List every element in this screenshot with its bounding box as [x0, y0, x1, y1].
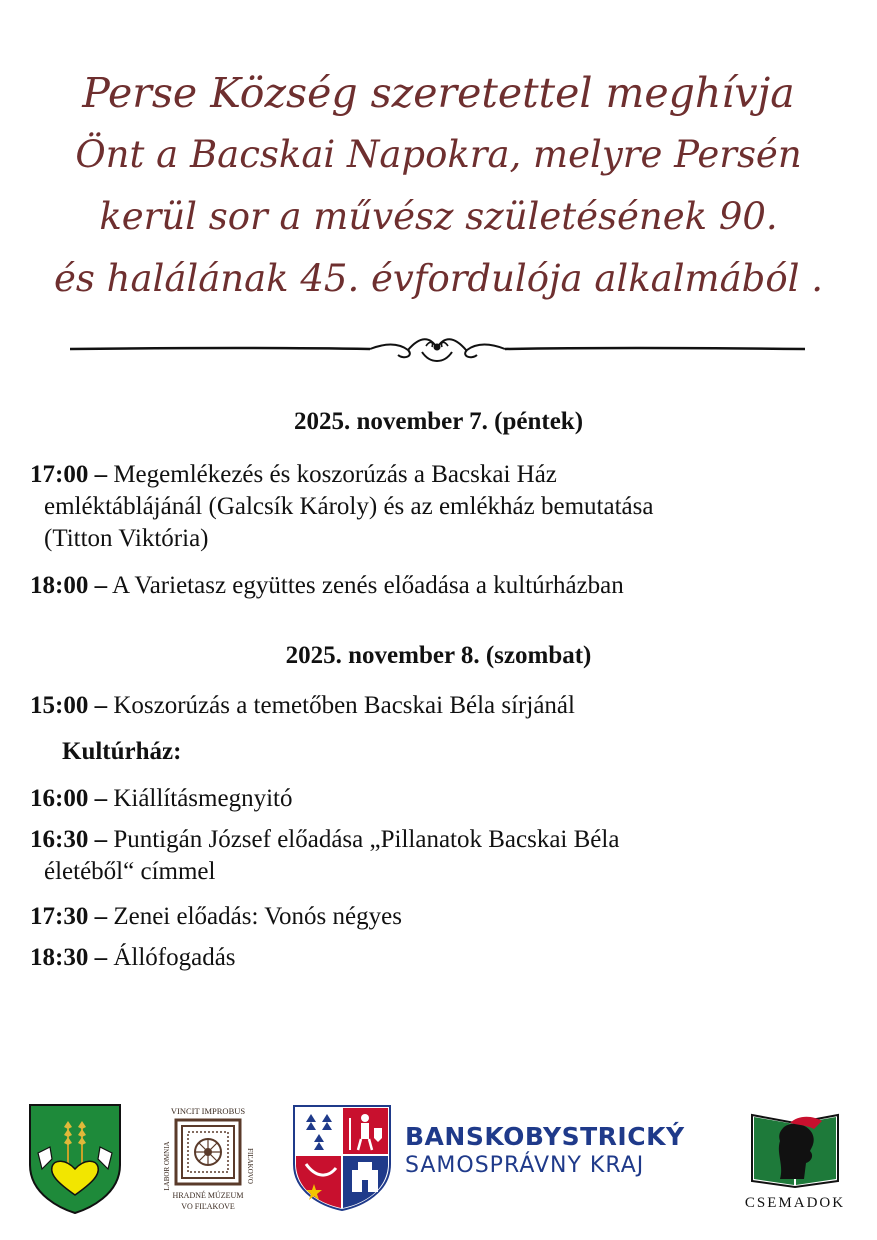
museum-motto-left: LABOR OMNIA	[163, 1141, 171, 1191]
event-text: (Titton Viktória)	[44, 525, 209, 552]
headline-line: kerül sor a művész születésének 90.	[99, 195, 778, 238]
bbsk-wordmark	[405, 1122, 685, 1178]
museum-name-line2: VO FIĽAKOVE	[181, 1202, 235, 1211]
event-text: Puntigán József előadása „Pillanatok Bacskai Béla	[113, 826, 620, 853]
program-item	[30, 459, 860, 555]
event-time: 17:30 –	[30, 903, 108, 930]
museum-motto-top: VINCIT IMPROBUS	[170, 1106, 246, 1116]
program-item	[30, 783, 860, 815]
csemadok-logo	[740, 1103, 850, 1215]
bbsk-coat-of-arms-logo	[292, 1104, 392, 1212]
event-time: 18:00 –	[30, 572, 108, 599]
bbsk-name-line2: SAMOSPRÁVNY KRAJ	[405, 1153, 645, 1178]
program-item	[30, 942, 860, 974]
program-item	[30, 570, 860, 602]
event-time: 16:00 –	[30, 785, 108, 812]
museum-motto-right: FIĽAKOVO	[246, 1148, 254, 1184]
day-title: 2025. november 8. (szombat)	[285, 642, 592, 669]
event-text: A Varietasz együttes zenés előadása a kultúrházban	[111, 572, 624, 599]
day-title: 2025. november 7. (péntek)	[293, 408, 584, 435]
program-item	[30, 824, 860, 888]
event-time: 15:00 –	[30, 692, 108, 719]
event-text: Megemlékezés és koszorúzás a Bacskai Ház	[113, 461, 557, 488]
event-text: Állófogadás	[113, 944, 236, 971]
invitation-headline	[0, 62, 877, 310]
ornament-divider	[70, 330, 805, 370]
venue-heading: Kultúrház:	[62, 738, 182, 765]
program-item	[30, 690, 860, 722]
event-time: 18:30 –	[30, 944, 108, 971]
event-time: 17:00 –	[30, 461, 108, 488]
bbsk-name-line1: BANSKOBYSTRICKÝ	[405, 1122, 685, 1151]
event-text: emléktáblájánál (Galcsík Károly) és az emlékház bemutatása	[44, 493, 654, 520]
csemadok-name: CSEMADOK	[744, 1195, 846, 1211]
event-text: Zenei előadás: Vonós négyes	[113, 903, 402, 930]
event-text: Kiállításmegnyitó	[113, 785, 293, 812]
event-time: 16:30 –	[30, 826, 108, 853]
program-item	[30, 901, 860, 933]
headline-line: és halálának 45. évfordulója alkalmából .	[53, 257, 824, 300]
perse-coat-of-arms-logo	[28, 1103, 122, 1215]
headline-line: Önt a Bacskai Napokra, melyre Persén	[75, 133, 802, 176]
event-text: Koszorúzás a temetőben Bacskai Béla sírjánál	[113, 692, 575, 719]
event-text: életéből“ címmel	[44, 858, 216, 885]
museum-name-line1: HRADNÉ MÚZEUM	[172, 1191, 244, 1200]
castle-museum-logo	[160, 1104, 256, 1214]
headline-line: Perse Község szeretettel meghívja	[82, 69, 795, 117]
